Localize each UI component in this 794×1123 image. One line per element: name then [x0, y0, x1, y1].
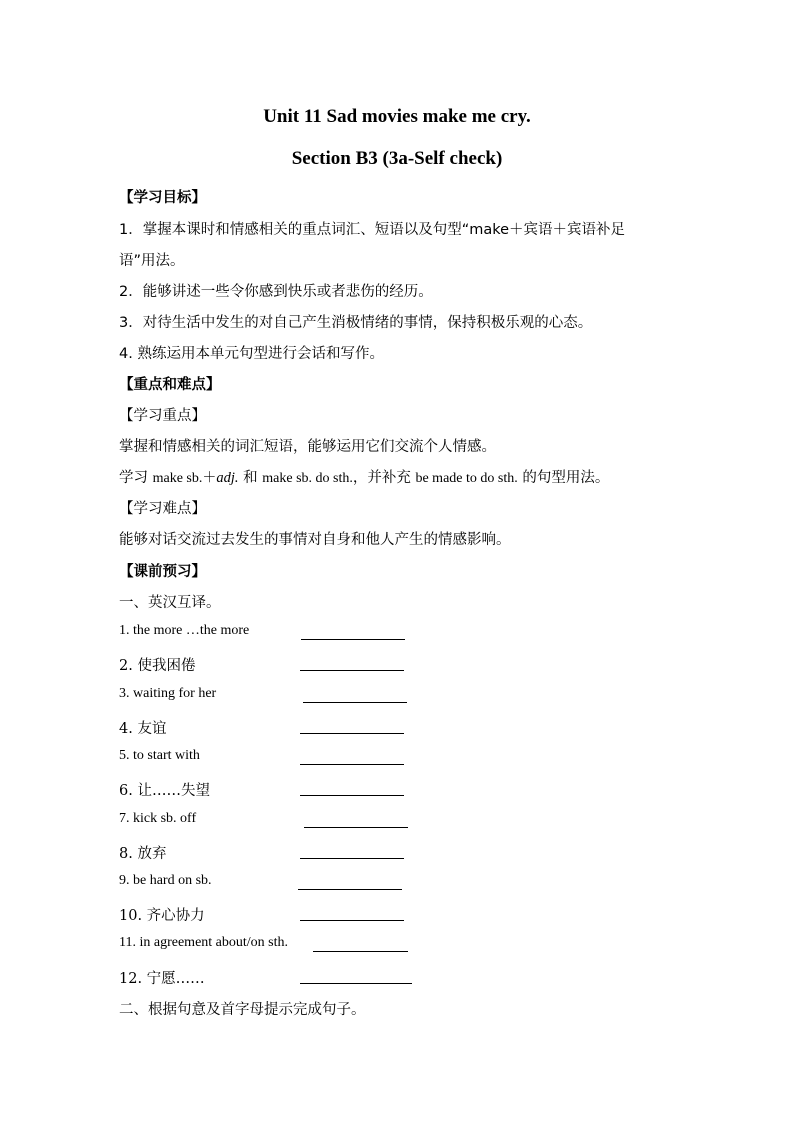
vocab-item	[119, 842, 439, 864]
vocab-item	[119, 873, 439, 895]
answer-blank[interactable]	[300, 920, 404, 921]
focus-phrase: make sb.＋	[152, 471, 217, 486]
answer-blank[interactable]	[300, 733, 404, 734]
key-points-heading: 【重点和难点】	[119, 377, 221, 393]
vocab-term: 6. 让……失望	[119, 783, 210, 799]
vocab-term: 1. the more …the more	[119, 623, 250, 638]
preview-heading: 【课前预习】	[119, 564, 206, 580]
vocab-term: 4. 友谊	[119, 721, 167, 737]
page-title: Unit 11 Sad movies make me cry.	[263, 106, 531, 127]
vocab-term: 2. 使我困倦	[119, 658, 196, 674]
answer-blank[interactable]	[304, 827, 408, 828]
vocab-term: 3. waiting for her	[119, 686, 217, 701]
focus-text: 学习	[119, 470, 153, 486]
vocab-item	[119, 623, 439, 645]
objectives-heading: 【学习目标】	[119, 190, 206, 206]
vocab-term: 8. 放弃	[119, 846, 167, 862]
vocab-item	[119, 967, 439, 989]
focus-text: ，并补充	[352, 470, 416, 486]
focus-line-1: 掌握和情感相关的词汇短语，能够运用它们交流个人情感。	[119, 439, 496, 455]
vocab-term: 7. kick sb. off	[119, 811, 197, 826]
vocab-term: 12. 宁愿……	[119, 971, 205, 987]
answer-blank[interactable]	[298, 889, 402, 890]
answer-blank[interactable]	[300, 764, 404, 765]
focus-phrase-italic: adj.	[216, 470, 239, 486]
objective-4: 4. 熟练运用本单元句型进行会话和写作。	[119, 346, 384, 362]
answer-blank[interactable]	[301, 639, 405, 640]
vocab-item	[119, 748, 439, 770]
objective-1-line-1: 1．掌握本课时和情感相关的重点词汇、短语以及句型“make＋宾语＋宾语补足	[119, 222, 626, 238]
difficulty-heading: 【学习难点】	[119, 501, 206, 517]
focus-phrase: be made to do sth.	[415, 471, 518, 486]
vocab-term: 9. be hard on sb.	[119, 873, 212, 888]
answer-blank[interactable]	[303, 702, 407, 703]
vocab-item	[119, 904, 439, 926]
vocab-term: 11. in agreement about/on sth.	[119, 935, 288, 950]
focus-text: 和	[238, 470, 263, 486]
answer-blank[interactable]	[300, 983, 412, 984]
difficulty-line: 能够对话交流过去发生的事情对自身和他人产生的情感影响。	[119, 532, 511, 548]
page-subtitle: Section B3 (3a-Self check)	[291, 148, 503, 169]
vocab-item	[119, 935, 439, 957]
objective-2: 2．能够讲述一些令你感到快乐或者悲伤的经历。	[119, 284, 433, 300]
focus-text: 的句型用法。	[517, 470, 610, 486]
focus-phrase: make sb. do sth.	[262, 471, 353, 486]
vocab-item	[119, 686, 439, 708]
focus-line-2	[119, 466, 609, 487]
section-1-heading: 一、英汉互译。	[119, 595, 221, 611]
vocab-item	[119, 717, 439, 739]
answer-blank[interactable]	[300, 795, 404, 796]
focus-heading: 【学习重点】	[119, 408, 206, 424]
answer-blank[interactable]	[313, 951, 408, 952]
vocab-item	[119, 779, 439, 801]
vocab-term: 10. 齐心协力	[119, 908, 205, 924]
answer-blank[interactable]	[300, 670, 404, 671]
answer-blank[interactable]	[300, 858, 404, 859]
objective-1-line-2: 语”用法。	[119, 253, 185, 269]
vocab-item	[119, 811, 439, 833]
section-2-heading: 二、根据句意及首字母提示完成句子。	[119, 1002, 366, 1018]
vocab-term: 5. to start with	[119, 748, 200, 763]
objective-3: 3．对待生活中发生的对自己产生消极情绪的事情，保持积极乐观的心态。	[119, 315, 593, 331]
vocab-item	[119, 654, 439, 676]
